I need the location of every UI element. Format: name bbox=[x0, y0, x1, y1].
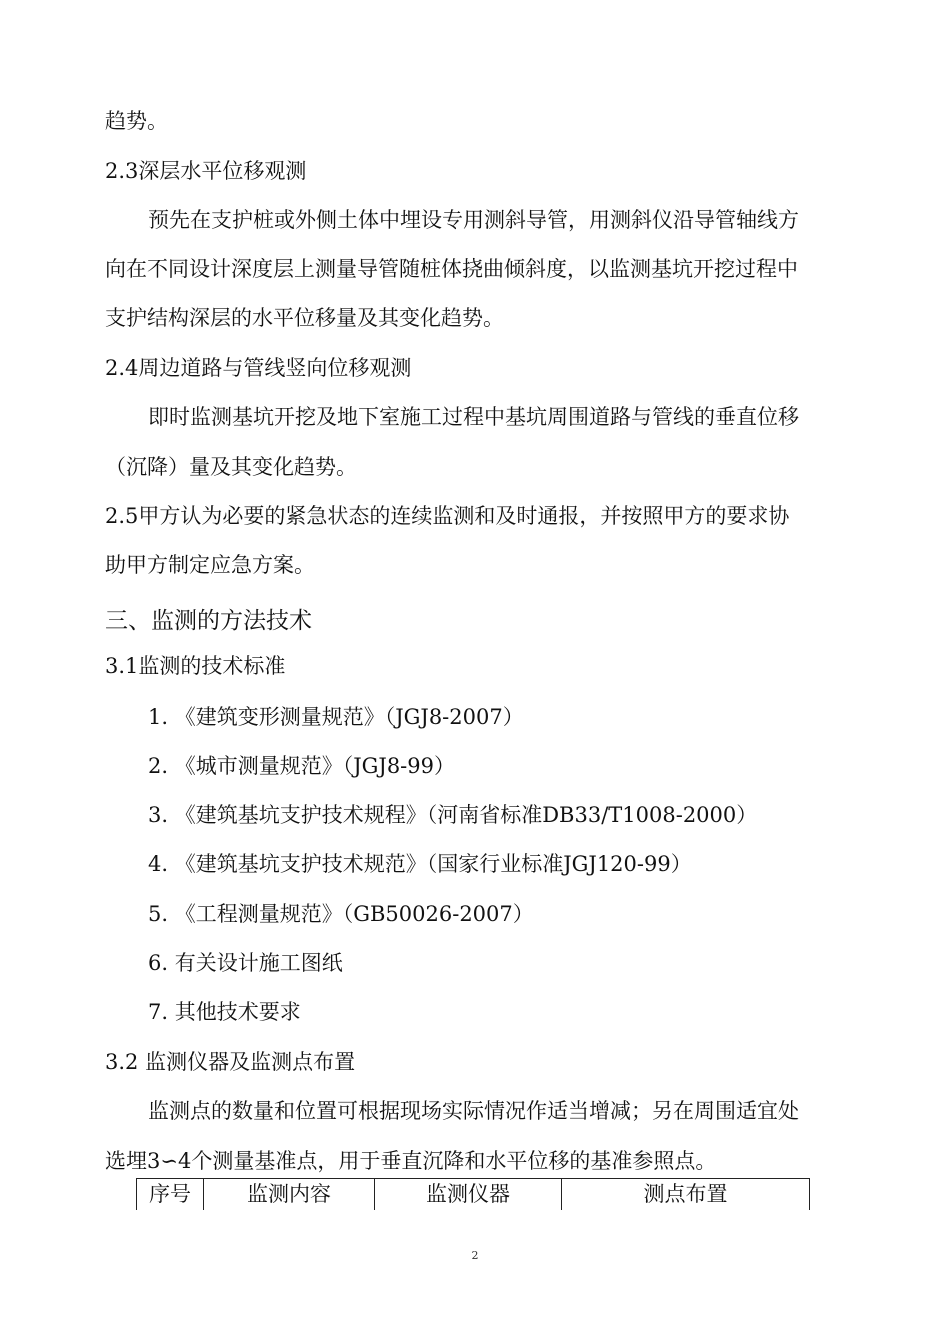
header-cell-content: 监测内容 bbox=[204, 1179, 375, 1211]
table-header-row bbox=[137, 1179, 810, 1211]
section-heading-2-3: 2.3深层水平位移观测 bbox=[105, 159, 307, 183]
paragraph-line: 支护结构深层的水平位移量及其变化趋势。 bbox=[105, 306, 504, 330]
header-cell-layout: 测点布置 bbox=[562, 1179, 810, 1211]
paragraph-line: 向在不同设计深度层上测量导管随桩体挠曲倾斜度，以监测基坑开挖过程中 bbox=[105, 257, 798, 281]
header-cell-index: 序号 bbox=[137, 1179, 204, 1211]
standard-list-item: 2. 《城市测量规范》（JGJ8-99） bbox=[148, 754, 456, 778]
standard-list-item: 1. 《建筑变形测量规范》（JGJ8-2007） bbox=[148, 705, 524, 729]
section-2-5-line: 2.5甲方认为必要的紧急状态的连续监测和及时通报，并按照甲方的要求协 bbox=[105, 504, 790, 528]
standard-list-item: 4. 《建筑基坑支护技术规范》（国家行业标准JGJ120-99） bbox=[148, 852, 692, 876]
paragraph-line: 监测点的数量和位置可根据现场实际情况作适当增减；另在周围适宜处 bbox=[148, 1099, 799, 1123]
paragraph-line: 助甲方制定应急方案。 bbox=[105, 553, 315, 577]
paragraph-line: 即时监测基坑开挖及地下室施工过程中基坑周围道路与管线的垂直位移 bbox=[148, 405, 799, 429]
paragraph-line: （沉降）量及其变化趋势。 bbox=[105, 455, 357, 479]
header-cell-instrument: 监测仪器 bbox=[375, 1179, 562, 1211]
page-number: 2 bbox=[471, 1249, 479, 1262]
standard-list-item: 6. 有关设计施工图纸 bbox=[148, 951, 343, 975]
standard-list-item: 7. 其他技术要求 bbox=[148, 1000, 301, 1024]
paragraph-line: 选埋3∽4个测量基准点，用于垂直沉降和水平位移的基准参照点。 bbox=[105, 1149, 717, 1173]
monitoring-table bbox=[136, 1178, 810, 1210]
chapter-heading-3: 三、监测的方法技术 bbox=[105, 608, 312, 634]
section-heading-2-4: 2.4周边道路与管线竖向位移观测 bbox=[105, 356, 412, 380]
paragraph-line: 预先在支护桩或外侧土体中埋设专用测斜导管，用测斜仪沿导管轴线方 bbox=[148, 208, 799, 232]
standard-list-item: 5. 《工程测量规范》（GB50026-2007） bbox=[148, 902, 534, 926]
standard-list-item: 3. 《建筑基坑支护技术规程》（河南省标准DB33/T1008-2000） bbox=[148, 803, 758, 827]
section-heading-3-1: 3.1监测的技术标准 bbox=[105, 654, 286, 678]
paragraph-end: 趋势。 bbox=[105, 109, 168, 133]
section-heading-3-2: 3.2 监测仪器及监测点布置 bbox=[105, 1050, 356, 1074]
